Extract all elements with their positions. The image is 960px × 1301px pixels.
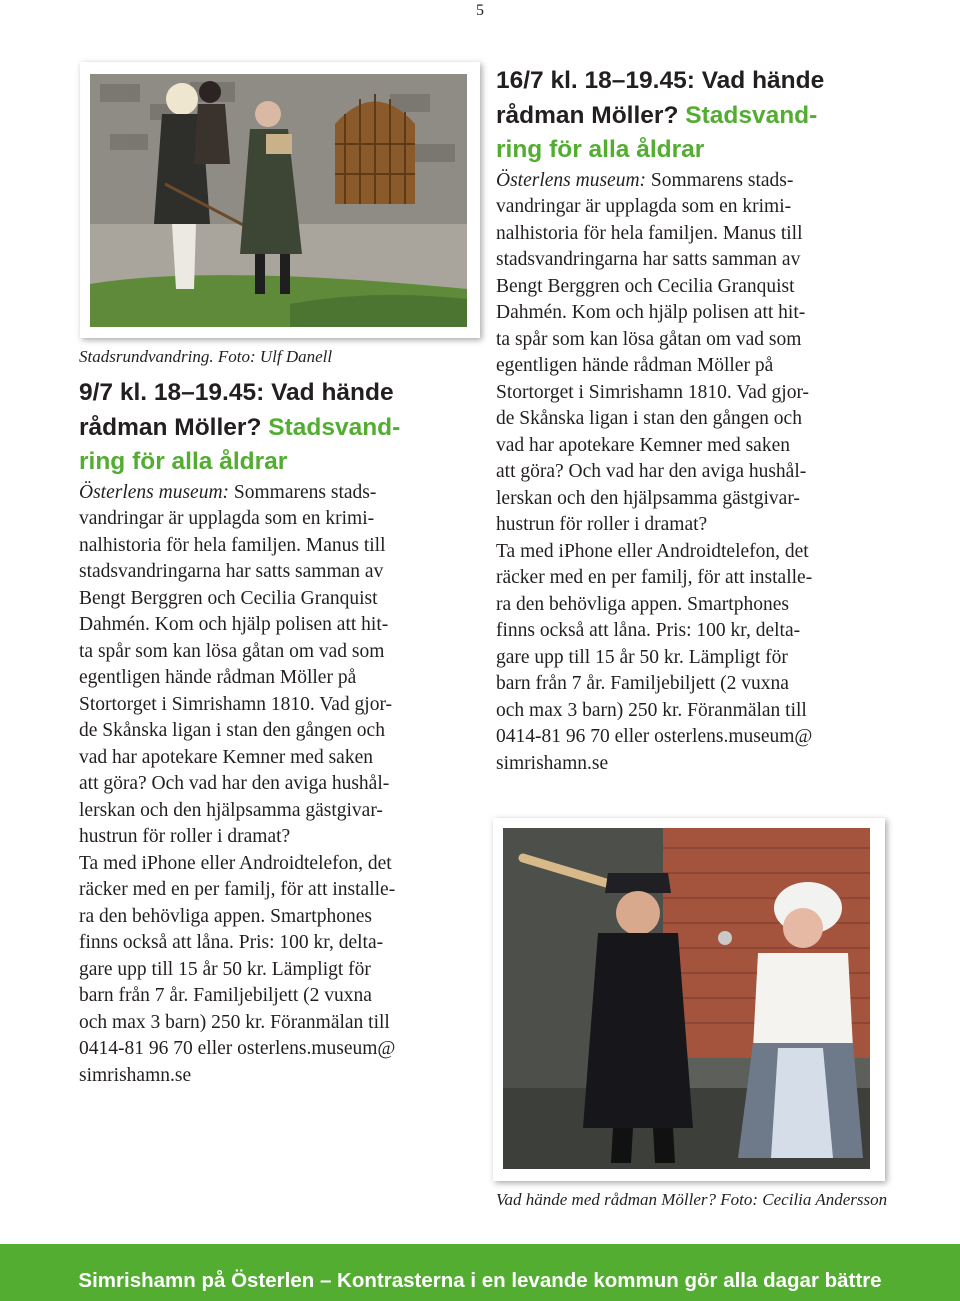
photo-caption-right: Vad hände med rådman Möller? Foto: Cecilia Andersson [496, 1190, 888, 1209]
body-line: lerskan och den hjälpsamma gästgivar- [496, 487, 800, 509]
email-link-domain[interactable]: simrishamn.se [79, 1064, 192, 1086]
body-line: ta spår som kan lösa gåtan om vad som [79, 640, 385, 662]
body-line: vad har apotekare Kemner med saken [79, 746, 373, 768]
heading-dark-part: rådman Möller? [496, 101, 679, 129]
heading-line-2 [79, 411, 475, 446]
body-line: vandringar är upplagda som en krimi- [79, 508, 375, 529]
body-text-part: Sommarens stads- [646, 169, 794, 191]
photo-stadsrundvandring [80, 62, 480, 338]
body-line: egentligen hände rådman Möller på [496, 355, 774, 376]
body-line: nalhistoria för hela familjen. Manus till [496, 222, 803, 244]
body-line [496, 168, 892, 195]
body-line: barn från 7 år. Familjebiljett (2 vuxna [79, 985, 372, 1006]
body-line: Bengt Berggren och Cecilia Granquist [79, 587, 378, 609]
body-line: hustrun för roller i dramat? [79, 826, 291, 847]
body-line: barn från 7 år. Familjebiljett (2 vuxna [496, 673, 789, 694]
heading-line-3: ring för alla åldrar [79, 448, 288, 475]
body-line: räcker med en per familj, för att installe- [79, 879, 396, 900]
body-line: nalhistoria för hela familjen. Manus till [79, 534, 386, 556]
body-line: gare upp till 15 år 50 kr. Lämpligt för [79, 958, 371, 980]
body-line: stadsvandringarna har satts samman av [496, 249, 801, 270]
body-line: hustrun för roller i dramat? [496, 514, 708, 535]
photo-caption-left: Stadsrundvandring. Foto: Ulf Danell [79, 347, 333, 366]
body-line: gare upp till 15 år 50 kr. Lämpligt för [496, 646, 788, 668]
page-number: 5 [476, 2, 484, 19]
body-line: Ta med iPhone eller Androidtelefon, det [79, 852, 392, 874]
footer-slogan: Simrishamn på Österlen – Kontrasterna i en levande kommun gör alla dagar bättre [78, 1269, 882, 1292]
body-line: Stortorget i Simrishamn 1810. Vad gjor- [496, 381, 810, 403]
body-line: och max 3 barn) 250 kr. Föranmälan till [79, 1011, 390, 1033]
heading-green-part: Stadsvand- [268, 413, 401, 441]
email-link[interactable]: 0414-81 96 70 eller osterlens.museum@ [79, 1038, 396, 1059]
event-heading-left [79, 376, 475, 480]
footer-banner [0, 1244, 960, 1301]
body-line: att göra? Och vad har den aviga hushål- [79, 773, 390, 794]
heading-green-part: Stadsvand- [685, 101, 818, 129]
body-line [79, 480, 475, 507]
body-line: finns också att låna. Pris: 100 kr, delta- [79, 932, 384, 953]
body-line: lerskan och den hjälpsamma gästgivar- [79, 799, 383, 821]
heading-line-1: 9/7 kl. 18–19.45: Vad hände [79, 379, 394, 406]
lead-museum: Österlens museum: [79, 481, 230, 503]
body-line: Dahmén. Kom och hjälp polisen att hit- [496, 302, 806, 323]
body-text-part: Sommarens stads- [229, 481, 377, 503]
body-line: och max 3 barn) 250 kr. Föranmälan till [496, 699, 807, 721]
body-line: räcker med en per familj, för att installe- [496, 567, 813, 588]
body-line: Stortorget i Simrishamn 1810. Vad gjor- [79, 693, 393, 715]
email-link[interactable]: 0414-81 96 70 eller osterlens.museum@ [496, 726, 813, 747]
heading-dark-part: rådman Möller? [79, 413, 262, 441]
body-line: stadsvandringarna har satts samman av [79, 561, 384, 582]
body-line: att göra? Och vad har den aviga hushål- [496, 461, 807, 482]
lead-museum: Österlens museum: [496, 169, 647, 191]
right-column [496, 64, 892, 777]
body-line: ta spår som kan lösa gåtan om vad som [496, 328, 802, 350]
left-column [79, 346, 475, 1089]
photo-radman-moller [493, 818, 885, 1181]
body-line: Bengt Berggren och Cecilia Granquist [496, 275, 795, 297]
heading-line-1: 16/7 kl. 18–19.45: Vad hände [496, 67, 825, 94]
photo-stadsrundvandring-image [90, 74, 467, 327]
body-line: ra den behövliga appen. Smartphones [496, 593, 789, 615]
body-line: finns också att låna. Pris: 100 kr, delta- [496, 620, 801, 641]
body-line: ra den behövliga appen. Smartphones [79, 905, 372, 927]
email-link-domain[interactable]: simrishamn.se [496, 752, 609, 774]
event-description-left [79, 480, 475, 1090]
heading-line-2 [496, 99, 892, 134]
body-line: de Skånska ligan i stan den gången och [79, 720, 385, 741]
body-line: vandringar är upplagda som en krimi- [496, 196, 792, 217]
body-line: Dahmén. Kom och hjälp polisen att hit- [79, 614, 389, 635]
body-line: Ta med iPhone eller Androidtelefon, det [496, 540, 809, 562]
event-heading-right [496, 64, 892, 168]
body-line: de Skånska ligan i stan den gången och [496, 408, 802, 429]
body-line: vad har apotekare Kemner med saken [496, 434, 790, 456]
photo-radman-moller-image [503, 828, 870, 1169]
body-line: egentligen hände rådman Möller på [79, 667, 357, 688]
heading-line-3: ring för alla åldrar [496, 136, 705, 163]
event-description-right [496, 168, 892, 778]
